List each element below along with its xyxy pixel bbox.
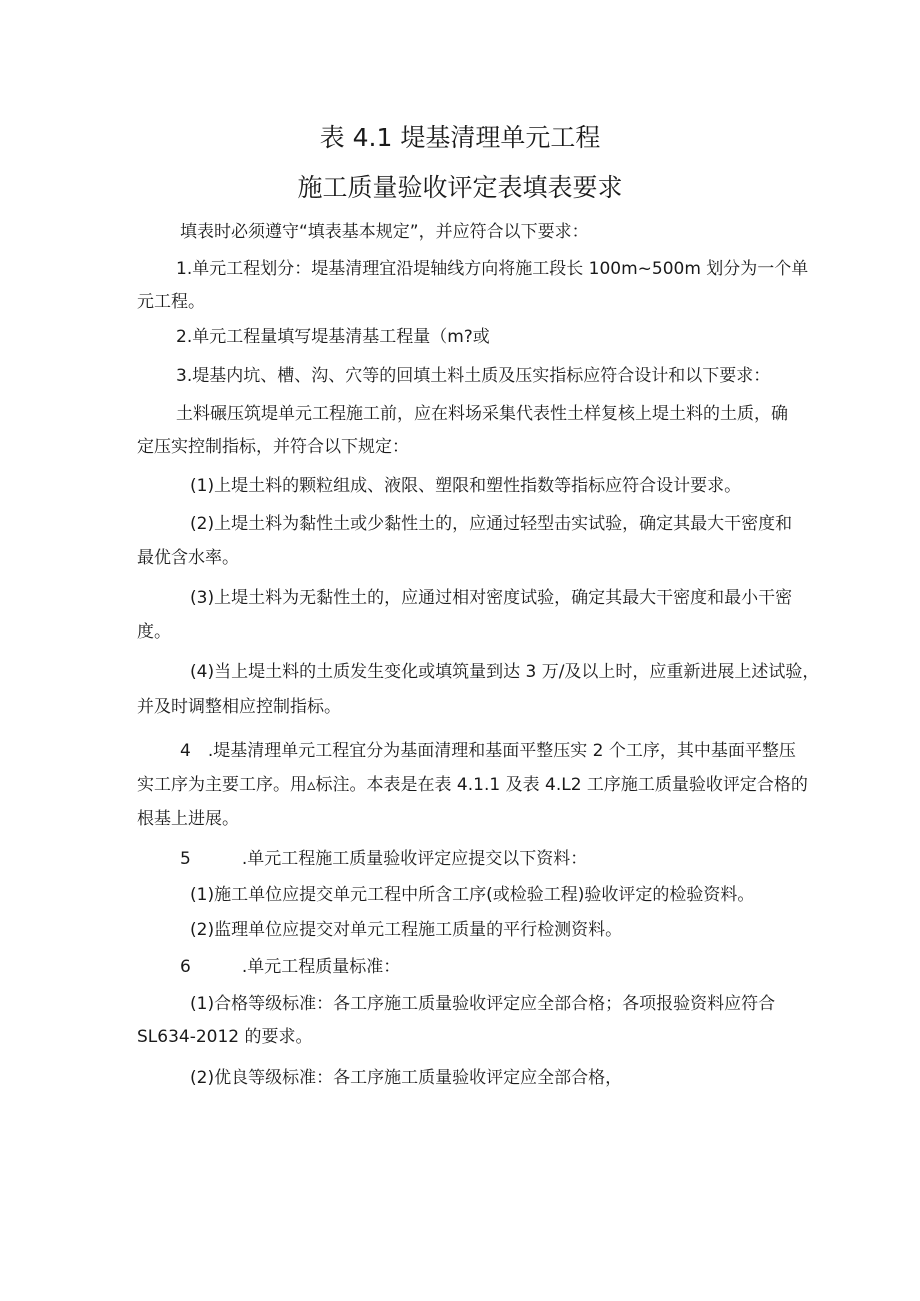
item3-sub3-line2: 度。 xyxy=(137,622,171,642)
document-title-line2: 施工质量验收评定表填表要求 xyxy=(297,173,623,202)
item3-sub4-line2: 并及时调整相应控制指标。 xyxy=(137,697,341,717)
document-title-line1: 表 4.1 堤基清理单元工程 xyxy=(319,123,601,152)
item6-sub2: (2)优良等级标准：各工序施工质量验收评定应全部合格， xyxy=(190,1068,623,1088)
item1-line1: 1.单元工程划分：堤基清理宜沿堤轴线方向将施工段长 100m~500m 划分为一个单 xyxy=(176,259,809,279)
item3-paragraph: 3.堤基内坑、槽、沟、穴等的回填土料土质及压实指标应符合设计和以下要求： xyxy=(176,366,771,386)
item4-line3: 根基上进展。 xyxy=(137,809,239,829)
item2-paragraph: 2.单元工程量填写堤基清基工程量（m?或 xyxy=(176,327,490,347)
item1-line2: 元工程。 xyxy=(137,292,205,312)
item3-sub1: (1)上堤土料的颗粒组成、液限、塑限和塑性指数等指标应符合设计要求。 xyxy=(190,476,742,496)
item4-line2: 实工序为主要工序。用▵标注。本表是在表 4.1.1 及表 4.L2 工序施工质量验收评定合格的 xyxy=(137,775,808,795)
item3-sub2-line1: (2)上堤土料为黏性土或少黏性土的，应通过轻型击实试验，确定其最大干密度和 xyxy=(190,514,793,534)
item5-sub2: (2)监理单位应提交对单元工程施工质量的平行检测资料。 xyxy=(190,920,623,940)
item4-line1: 4 .堤基清理单元工程宜分为基面清理和基面平整压实 2 个工序，其中基面平整压 xyxy=(180,741,796,761)
item3-sub3-line1: (3)上堤土料为无黏性土的，应通过相对密度试验，确定其最大干密度和最小干密 xyxy=(190,588,793,608)
item6-sub1-line1: (1)合格等级标准：各工序施工质量验收评定应全部合格；各项报验资料应符合 xyxy=(190,994,776,1014)
item3-sub2-line2: 最优含水率。 xyxy=(137,548,239,568)
item3-para-line2: 定压实控制指标，并符合以下规定： xyxy=(137,437,409,457)
item3-para-line1: 土料碾压筑堤单元工程施工前，应在料场采集代表性土样复核上堤土料的土质，确 xyxy=(176,404,788,424)
item6-paragraph: 6 .单元工程质量标准： xyxy=(180,957,401,977)
item5-paragraph: 5 .单元工程施工质量验收评定应提交以下资料： xyxy=(180,849,588,869)
item3-sub4-line1: (4)当上堤土料的土质发生变化或填筑量到达 3 万/及以上时，应重新进展上述试验， xyxy=(190,662,820,682)
item5-sub1: (1)施工单位应提交单元工程中所含工序(或检验工程)验收评定的检验资料。 xyxy=(190,885,755,905)
intro-paragraph: 填表时必须遵守“填表基本规定”，并应符合以下要求： xyxy=(180,222,589,242)
item6-sub1-line2: SL634-2012 的要求。 xyxy=(137,1027,313,1047)
